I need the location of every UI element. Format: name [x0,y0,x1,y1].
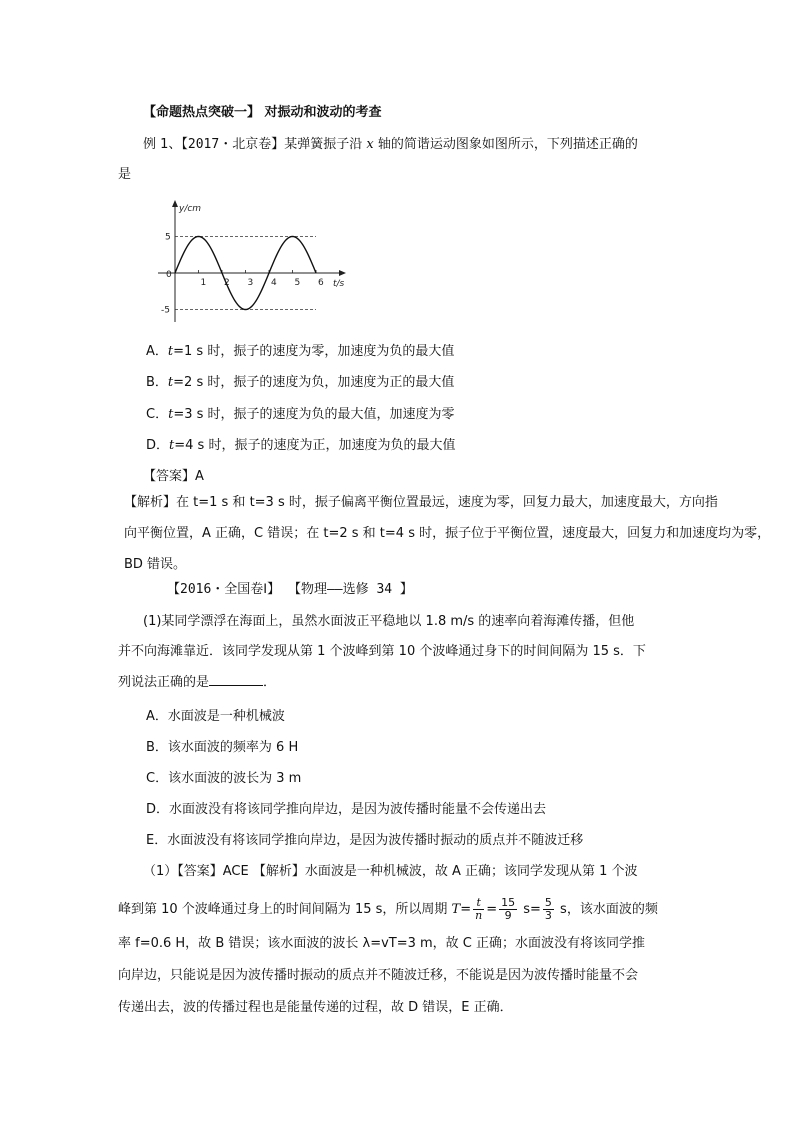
example2-stem-line3 [118,673,276,692]
example1-stem-line2: 是 [118,167,132,182]
x-tick-label-1: 1 [200,278,207,288]
option-text: =1 s 时，振子的速度为零，加速度为负的最大值 [173,344,455,359]
fraction3-denominator: 3 [544,909,552,922]
example1-stem-line1 [143,136,638,154]
option-text: =2 s 时，振子的速度为负，加速度为正的最大值 [173,375,455,390]
y-axis-arrow [172,200,178,207]
example2-option-a: A．水面波是一种机械波 [146,709,285,724]
y-tick-label-min: -5 [161,305,170,316]
example1-option-a [146,343,454,361]
option-letter: A． [146,344,168,359]
example2-answer-line2 [118,897,658,922]
period-symbol: T [451,902,461,917]
example2-answer-line1: （1）【答案】ACE 【解析】水面波是一种机械波，故 A 正确；该同学发现从第 1 个波 [143,864,638,879]
y-tick-label-max: 5 [165,232,171,243]
fraction2-numerator: 15 [501,896,516,909]
example1-option-d [146,437,455,455]
option-time-var: t [167,375,174,390]
y-axis-label: y/cm [179,204,202,214]
example1-stem-var: x [366,137,374,152]
fraction-15-over-9 [499,897,517,922]
example2-stem-end: ． [263,675,277,690]
example2-answer-line3: 率 f=0.6 H，故 B 错误；该水面波的波长 λ=vT=3 m，故 C 正确；水面波没有将该同学推 [118,936,646,951]
example1-answer: 【答案】A [143,469,204,484]
x-tick-label-3: 3 [247,278,254,288]
answer-line2-b: s，该水面波的频 [555,902,658,917]
fraction-t-over-n [473,897,484,922]
example1-option-c [146,406,455,424]
answer-blank [209,673,263,686]
example2-source: 【2016・全国卷Ⅰ】 【物理——选修 34 】 [167,582,413,597]
x-tick-label-4: 4 [271,278,277,288]
option-time-var: t [167,344,174,359]
option-letter: C． [146,407,169,422]
answer-line2-a: 峰到第 10 个波峰通过身上的时间间隔为 15 s，所以周期 [118,902,452,917]
example2-option-c: C．该水面波的波长为 3 m [146,771,302,786]
example2-stem-line1: (1)某同学漂浮在海面上，虽然水面波正平稳地以 1.8 m/s 的速率向着海滩传播，但他 [143,614,635,629]
example1-source: 【2017・北京卷】 [181,137,285,152]
fraction2-denominator: 9 [504,909,512,922]
example1-option-b [146,374,454,392]
x-axis-arrow [339,270,346,276]
x-tick-label-5: 5 [294,278,301,288]
fraction3-numerator: 5 [544,896,552,909]
x-axis-label: t/s [333,279,345,289]
option-letter: D． [146,438,170,453]
equals-sign-2: = [486,902,498,917]
option-letter: B． [146,375,168,390]
equals-sign: = [460,902,472,917]
example2-option-e: E．水面波没有将该同学推向岸边，是因为波传播时振动的质点并不随波迁移 [146,833,584,848]
x-tick-label-6: 6 [318,278,324,288]
option-time-var: t [168,407,174,422]
example2-answer-line4: 向岸边，只能说是因为波传播时振动的质点并不随波迁移，不能说是因为波传播时能量不会 [118,968,639,983]
unit-seconds: s= [519,902,541,917]
example2-stem-line3-text: 列说法正确的是 [118,675,210,690]
x-tick-label-2: 2 [224,278,230,288]
example1-stem-b: 轴的简谐运动图象如图所示，下列描述正确的 [373,137,638,152]
fraction1-denominator: n [475,909,483,922]
wave-chart [152,196,352,332]
example2-answer-line5: 传递出去，波的传播过程也是能量传递的过程，故 D 错误，E 正确． [118,1000,513,1015]
option-text: =4 s 时，振子的速度为正，加速度为负的最大值 [174,438,456,453]
example1-analysis-line-3: BD 错误。 [124,557,187,572]
example1-stem-a: 某弹簧振子沿 [284,137,367,152]
fraction1-numerator: t [473,897,484,910]
example2-option-d: D．水面波没有将该同学推向岸边，是因为波传播时能量不会传递出去 [146,802,547,817]
section-title: 【命题热点突破一】 对振动和波动的考查 [143,105,382,120]
example2-option-b: B．该水面波的频率为 6 H [146,740,299,755]
example1-analysis-line-1: 【解析】在 t=1 s 和 t=3 s 时，振子偏离平衡位置最远，速度为零，回复力最大，加速度最大，方向指 [124,495,718,510]
option-time-var: t [169,438,175,453]
option-text: =3 s 时，振子的速度为负的最大值，加速度为零 [173,407,455,422]
fraction-5-over-3 [543,897,554,922]
example2-stem-line2: 并不向海滩靠近．该同学发现从第 1 个波峰到第 10 个波峰通过身下的时间间隔为 15 s．下 [118,644,646,659]
example1-prefix: 例 1、 [143,137,182,152]
origin-label: 0 [166,270,172,280]
example1-analysis-line-2: 向平衡位置，A 正确，C 错误；在 t=2 s 和 t=4 s 时，振子位于平衡位置，速度最大，回复力和加速度均为零， [124,526,771,541]
